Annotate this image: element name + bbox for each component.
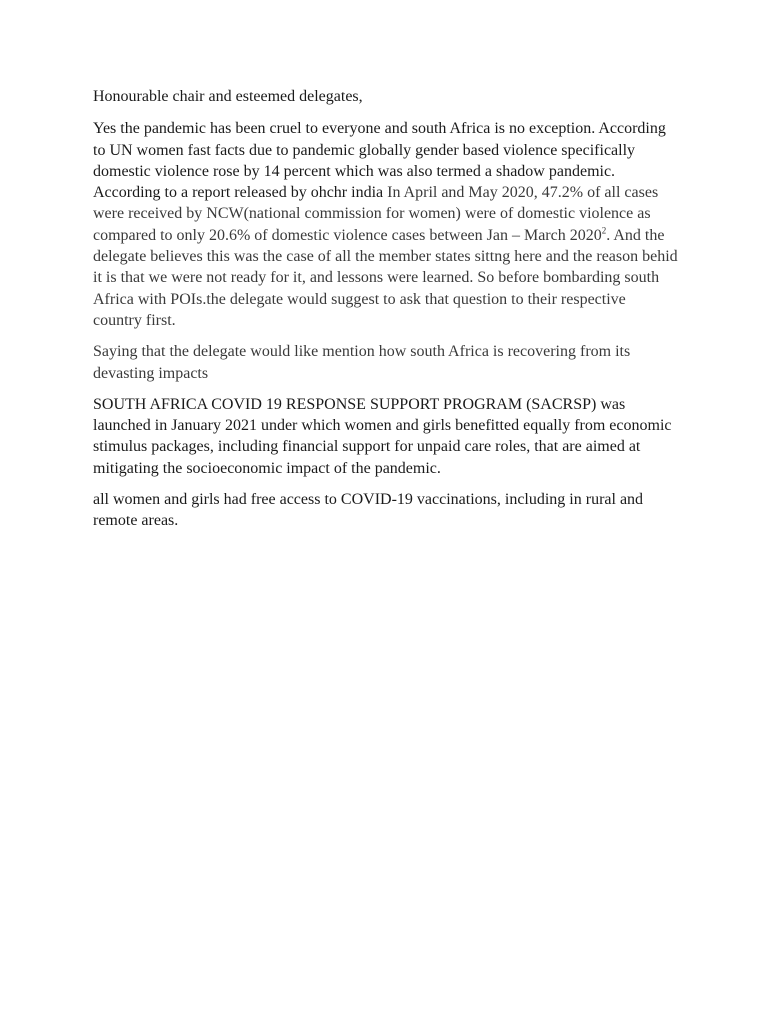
paragraph-vaccination-access: all women and girls had free access to COVID-19 vaccinations, including in rural and remote areas.: [93, 491, 644, 530]
paragraph-pandemic-impact: [93, 118, 678, 331]
paragraph-recovery-intro: Saying that the delegate would like mention how south Africa is recovering from its devasting impacts: [93, 343, 631, 382]
paragraph-ncw-statistics-text: In April and May 2020, 47.2% of all cases were received by NCW(national commission for women) were of domestic violence as compared to only 20.6% of domestic violence cases between Jan – March 2020: [93, 184, 659, 244]
paragraph-pandemic-impact-text: Yes the pandemic has been cruel to everyone and south Africa is no exception. According to UN women fast facts due to pandemic globally gender based violence specifically domestic violence rose by 14 percent which was also termed a shadow pandemic. According to a report released by ohchr india: [93, 120, 666, 202]
salutation: Honourable chair and esteemed delegates,: [93, 88, 363, 105]
paragraph-sacrsp-program: SOUTH AFRICA COVID 19 RESPONSE SUPPORT PROGRAM (SACRSP) was launched in January 2021 under which women and girls benefitted equally from economic stimulus packages, including financial support for unpaid care roles, that are aimed at mitigating the socioeconomic impact of the pandemic.: [93, 395, 672, 477]
document-page: [93, 86, 678, 542]
footnote-marker: 2: [601, 225, 607, 236]
paragraph-delegate-belief-text: . And the delegate believes this was the case of all the member states sittng here and the reason behid it is that we were not ready for it, and lessons were learned. So before bombarding south Africa with POIs.the delegate would suggest to ask that question to their respective country first.: [93, 226, 678, 329]
